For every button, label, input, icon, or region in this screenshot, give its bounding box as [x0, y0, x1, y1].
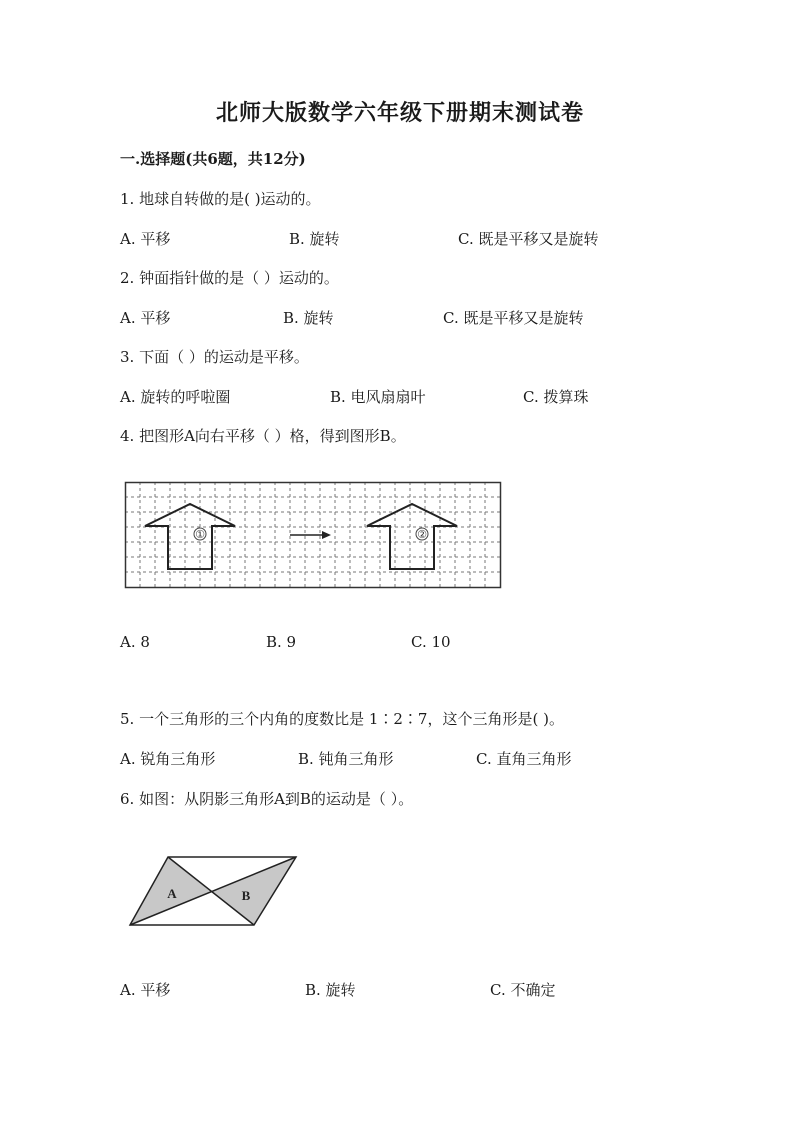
question-2-option-c[interactable]: C. 既是平移又是旋转: [443, 309, 584, 327]
question-6-option-a[interactable]: A. 平移: [120, 981, 171, 999]
grid-translation-figure: [125, 482, 503, 592]
question-3-option-b[interactable]: B. 电风扇扇叶: [330, 388, 426, 406]
shaded-triangle-b: [211, 857, 296, 925]
question-5-option-a[interactable]: A. 锐角三角形: [120, 750, 216, 768]
figure-label-1: ①: [195, 528, 205, 541]
triangle-label-b: B: [241, 888, 251, 903]
question-4-stem: 4. 把图形A向右平移（ ）格，得到图形B。: [120, 427, 406, 445]
question-1-option-a[interactable]: A. 平移: [120, 230, 171, 248]
question-2-option-a[interactable]: A. 平移: [120, 309, 171, 327]
question-4-option-b[interactable]: B. 9: [266, 633, 297, 651]
question-4-option-c[interactable]: C. 10: [411, 633, 451, 651]
question-6-option-b[interactable]: B. 旋转: [305, 981, 356, 999]
parallelogram-figure: [126, 852, 301, 930]
question-2-stem: 2. 钟面指针做的是（ ）运动的。: [120, 269, 339, 287]
section-heading: 一.选择题(共6题，共12分): [120, 150, 306, 168]
arrow-shape-a: [145, 504, 235, 569]
question-1-option-c[interactable]: C. 既是平移又是旋转: [458, 230, 599, 248]
question-3-option-c[interactable]: C. 拨算珠: [523, 388, 589, 406]
question-6-stem: 6. 如图：从阴影三角形A到B的运动是（ ）。: [120, 790, 414, 808]
question-2-option-b[interactable]: B. 旋转: [283, 309, 334, 327]
triangle-label-a: A: [167, 886, 177, 901]
question-6-option-c[interactable]: C. 不确定: [490, 981, 556, 999]
question-5-option-c[interactable]: C. 直角三角形: [476, 750, 572, 768]
page-title: 北师大版数学六年级下册期末测试卷: [215, 100, 584, 126]
question-3-option-a[interactable]: A. 旋转的呼啦圈: [120, 388, 231, 406]
question-5-option-b[interactable]: B. 钝角三角形: [298, 750, 394, 768]
figure-label-2: ②: [417, 528, 427, 541]
question-1-option-b[interactable]: B. 旋转: [289, 230, 340, 248]
question-5-stem: 5. 一个三角形的三个内角的度数比是 1∶2∶7，这个三角形是( )。: [120, 710, 564, 728]
question-4-option-a[interactable]: A. 8: [120, 633, 150, 651]
question-3-stem: 3. 下面（ ）的运动是平移。: [120, 348, 309, 366]
question-1-stem: 1. 地球自转做的是( )运动的。: [120, 190, 321, 208]
translation-arrow-head: [322, 531, 331, 539]
